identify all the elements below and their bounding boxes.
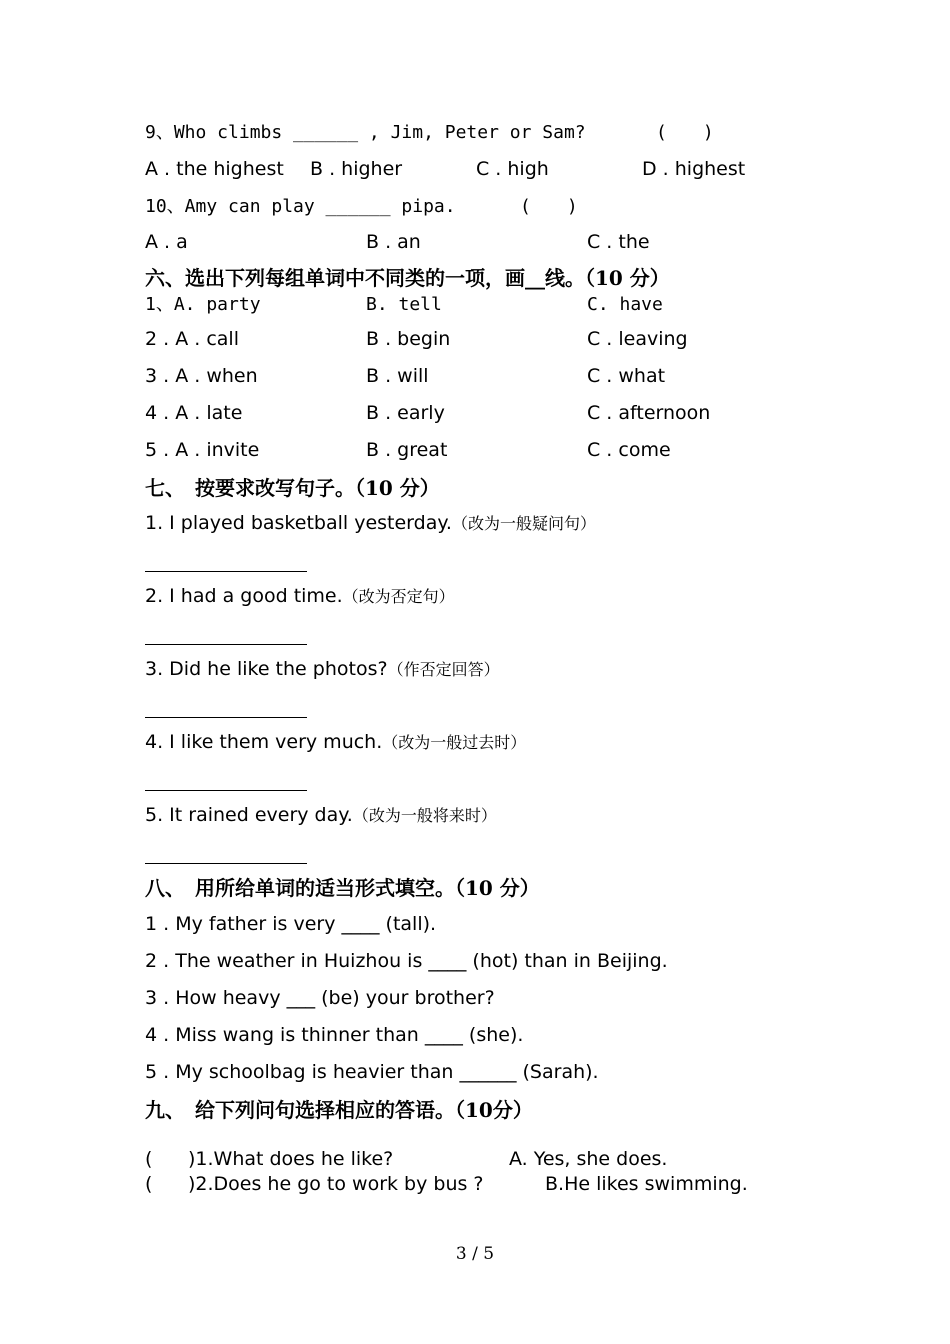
q10-option-b: B . an	[366, 231, 421, 253]
section6-row3-b: B . will	[366, 365, 429, 387]
section8-item1: 1 . My father is very ____ (tall).	[145, 913, 437, 935]
section7-heading: 七、 按要求改写句子。（10 分）	[145, 476, 440, 500]
section6-row3-a: 3 . A . when	[145, 365, 258, 387]
section7-item4-text: 4. I like them very much.	[145, 731, 383, 753]
section6-row1-c: C. have	[587, 294, 663, 315]
section7-item1	[145, 511, 596, 536]
section7-item3-note: （作否定回答）	[387, 660, 500, 679]
section6-row1-b: B. tell	[366, 294, 442, 315]
answer-line-5[interactable]	[145, 863, 307, 864]
q9-answer-paren: ( )	[656, 122, 714, 143]
page-number: 3 / 5	[455, 1244, 495, 1264]
section8-heading: 八、 用所给单词的适当形式填空。（10 分）	[145, 876, 540, 900]
q9-option-a: A . the highest	[145, 158, 284, 180]
section6-row4-b: B . early	[366, 402, 445, 424]
section6-row2-c: C . leaving	[587, 328, 688, 350]
section7-item5	[145, 803, 497, 828]
q9-stem: 9、Who climbs ______ , Jim, Peter or Sam?	[145, 122, 586, 143]
section8-item2: 2 . The weather in Huizhou is ____ (hot) than in Beijing.	[145, 950, 668, 972]
section9-row2-paren: (	[145, 1173, 153, 1195]
q10-option-a: A . a	[145, 231, 188, 253]
section7-item4	[145, 730, 526, 755]
section7-item2	[145, 584, 455, 609]
answer-line-2[interactable]	[145, 644, 307, 645]
section9-heading: 九、 给下列问句选择相应的答语。（10分）	[145, 1098, 533, 1122]
section7-item1-note: （改为一般疑问句）	[451, 514, 596, 533]
section7-item2-text: 2. I had a good time.	[145, 585, 343, 607]
section7-item4-note: （改为一般过去时）	[382, 733, 527, 752]
q10-option-c: C . the	[587, 231, 650, 253]
section9-row1-answer: A. Yes, she does.	[509, 1148, 668, 1170]
section6-row1-a: 1、A. party	[145, 294, 261, 315]
section6-row4-c: C . afternoon	[587, 402, 711, 424]
section8-item5: 5 . My schoolbag is heavier than ______ (Sarah).	[145, 1061, 599, 1083]
q10-answer-paren: ( )	[520, 196, 578, 217]
section6-heading: 六、选出下列每组单词中不同类的一项，画__线。（10 分）	[145, 266, 670, 290]
section6-row2-a: 2 . A . call	[145, 328, 239, 350]
section6-row4-a: 4 . A . late	[145, 402, 243, 424]
section6-row3-c: C . what	[587, 365, 666, 387]
section7-item5-note: （改为一般将来时）	[352, 806, 497, 825]
section9-row1-question: )1.What does he like?	[188, 1148, 394, 1170]
section6-row2-b: B . begin	[366, 328, 451, 350]
answer-line-1[interactable]	[145, 571, 307, 572]
section9-row1-paren: (	[145, 1148, 153, 1170]
section7-item3	[145, 657, 500, 682]
section9-row2-answer: B.He likes swimming.	[545, 1173, 748, 1195]
section8-item3: 3 . How heavy ___ (be) your brother?	[145, 987, 495, 1009]
q9-option-d: D . highest	[642, 158, 746, 180]
answer-line-4[interactable]	[145, 790, 307, 791]
q10-stem: 10、Amy can play ______ pipa.	[145, 196, 456, 217]
section8-item4: 4 . Miss wang is thinner than ____ (she).	[145, 1024, 524, 1046]
answer-line-3[interactable]	[145, 717, 307, 718]
section6-row5-c: C . come	[587, 439, 671, 461]
section6-row5-b: B . great	[366, 439, 448, 461]
section7-item5-text: 5. It rained every day.	[145, 804, 353, 826]
section7-item2-note: （改为否定句）	[342, 587, 455, 606]
q9-option-c: C . high	[476, 158, 549, 180]
q9-option-b: B . higher	[310, 158, 403, 180]
section7-item3-text: 3. Did he like the photos?	[145, 658, 388, 680]
section6-row5-a: 5 . A . invite	[145, 439, 260, 461]
section9-row2-question: )2.Does he go to work by bus ?	[188, 1173, 484, 1195]
section7-item1-text: 1. I played basketball yesterday.	[145, 512, 452, 534]
